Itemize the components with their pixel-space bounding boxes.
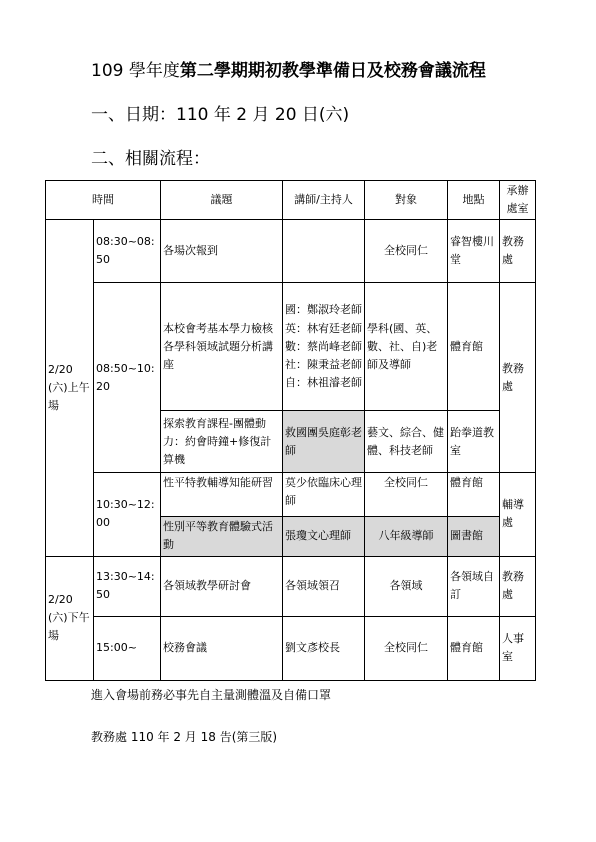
row7-office: 人事室	[500, 616, 536, 680]
row6-office: 教務處	[500, 556, 536, 616]
row7-topic: 校務會議	[161, 616, 283, 680]
health-note: 進入會場前務必事先自主量測體溫及自備口罩	[91, 688, 332, 702]
row4-audience: 全校同仁	[365, 473, 448, 517]
row4-host: 莫少依臨床心理師	[283, 473, 365, 517]
table-row	[46, 220, 536, 283]
row4-office: 輔導處	[500, 473, 536, 556]
row2-hosts	[283, 283, 365, 411]
row7-location: 體育館	[448, 616, 500, 680]
process-heading: 二、相關流程：	[91, 149, 210, 169]
header-time: 時間	[46, 181, 161, 220]
morning-session-label: 2/20(六)上午場	[46, 220, 94, 556]
row5-host: 張瓊文心理師	[283, 517, 365, 556]
header-location: 地點	[448, 181, 500, 220]
date-line: 一、日期：110 年 2 月 20 日(六)	[91, 105, 350, 125]
row1-host	[283, 220, 365, 283]
row6-location: 各領域自訂	[448, 556, 500, 616]
row2-topic: 本校會考基本學力檢核各學科領域試題分析講座	[161, 283, 283, 411]
row7-host: 劉文彥校長	[283, 616, 365, 680]
row1-audience: 全校同仁	[365, 220, 448, 283]
row3-host: 救國團吳庭彰老師	[283, 411, 365, 473]
row3-location: 跆拳道教室	[448, 411, 500, 473]
table-row	[46, 556, 536, 616]
row5-audience: 八年級導師	[365, 517, 448, 556]
row2-host-chinese: 國：鄭淑玲老師	[285, 303, 362, 317]
row6-time: 13:30~14:50	[94, 556, 161, 616]
row5-location: 圖書館	[448, 517, 500, 556]
row2-host-math: 數：蔡尚峰老師	[285, 339, 362, 353]
issuer-footer: 教務處 110 年 2 月 18 告(第三版)	[91, 730, 278, 744]
row7-time: 15:00~	[94, 616, 161, 680]
title-main: 第二學期期初教學準備日及校務會議流程	[179, 61, 486, 81]
row1-topic: 各場次報到	[161, 220, 283, 283]
header-host: 講師/主持人	[283, 181, 365, 220]
schedule-table	[45, 180, 536, 681]
row4-time: 10:30~12:00	[94, 473, 161, 556]
row6-topic: 各領域教學研討會	[161, 556, 283, 616]
row1-time: 08:30~08:50	[94, 220, 161, 283]
row2-office: 教務處	[500, 283, 536, 473]
row4-topic: 性平特教輔導知能研習	[161, 473, 283, 517]
row5-topic: 性別平等教育體驗式活動	[161, 517, 283, 556]
row2-host-science: 自：林祖濬老師	[285, 375, 362, 389]
row1-location: 睿智樓川堂	[448, 220, 500, 283]
row2-time: 08:50~10:20	[94, 283, 161, 473]
row6-audience: 各領域	[365, 556, 448, 616]
document-title	[91, 56, 486, 81]
row7-audience: 全校同仁	[365, 616, 448, 680]
afternoon-session-label: 2/20(六)下午場	[46, 556, 94, 680]
table-header-row	[46, 181, 536, 220]
row2-host-social: 社：陳秉益老師	[285, 357, 362, 371]
table-row	[46, 473, 536, 517]
row6-host: 各領域領召	[283, 556, 365, 616]
title-prefix: 109 學年度	[91, 61, 180, 81]
header-office: 承辦處室	[500, 181, 536, 220]
row4-location: 體育館	[448, 473, 500, 517]
row3-audience: 藝文、綜合、健體、科技老師	[365, 411, 448, 473]
row2-location: 體育館	[448, 283, 500, 411]
row2-audience: 學科(國、英、數、社、自)老師及導師	[365, 283, 448, 411]
table-row	[46, 616, 536, 680]
table-row	[46, 283, 536, 411]
row3-topic: 探索教育課程-團體動力：約會時鐘+修復計算機	[161, 411, 283, 473]
row2-host-english: 英：林宥廷老師	[285, 321, 362, 335]
header-audience: 對象	[365, 181, 448, 220]
row1-office: 教務處	[500, 220, 536, 283]
header-topic: 議題	[161, 181, 283, 220]
